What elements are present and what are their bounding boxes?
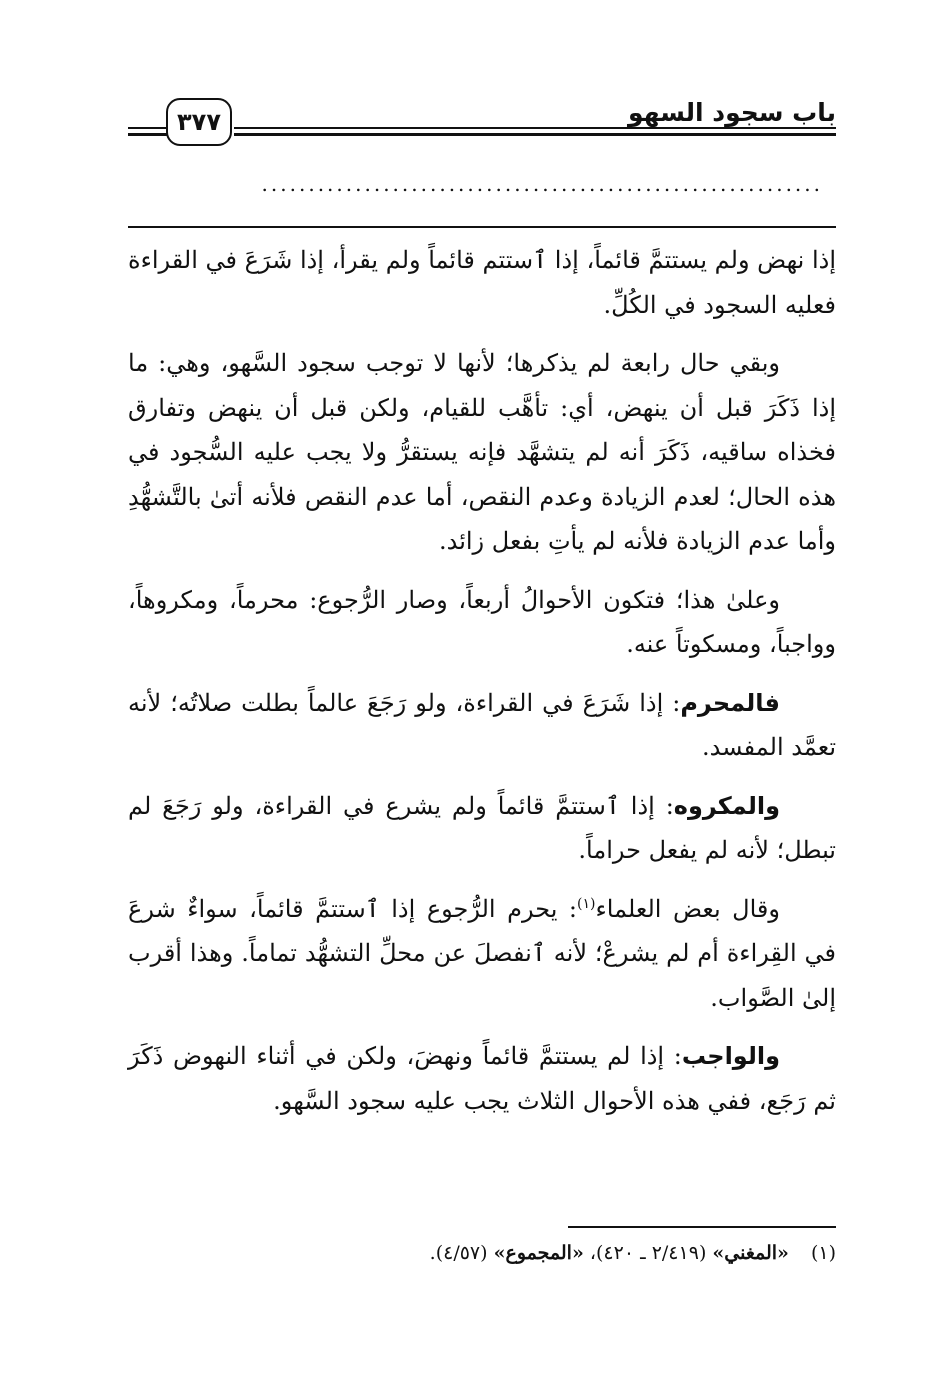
header-rule-left-thick [128, 133, 168, 136]
top-divider [128, 226, 836, 228]
page-number-frame [166, 98, 232, 146]
paragraph: والواجب: إذا لم يستتمَّ قائماً ونهضَ، ولكن في أثناء النهوض ذَكَرَ ثم رَجَع، ففي هذه الأحوال الثلاث يجب عليه سجود السَّهو. [128, 1042, 836, 1115]
dotted-separator: ............................................................ [261, 172, 823, 196]
page-header [128, 92, 836, 148]
term-label: فالمحرم [680, 688, 780, 717]
footnote-divider [568, 1226, 836, 1228]
header-rule-left [128, 127, 168, 129]
paragraph: والمكروه: إذا ٱستتمَّ قائماً ولم يشرع في القراءة، ولو رَجَعَ لم تبطل؛ لأنه لم يفعل حراماً. [128, 791, 836, 864]
term-label: والواجب [681, 1042, 780, 1070]
header-rule-thick [234, 133, 836, 136]
paragraph: إذا نهض ولم يستتمَّ قائماً، إذا ٱستتم قائماً ولم يقرأ، إذا شَرَعَ في القراءة فعليه السجود في الكُلِّ. [128, 246, 836, 319]
footnote: (١)«المغني» (٢/٤١٩ ـ ٤٢٠)، «المجموع» (٤/٥٧). [429, 1242, 836, 1264]
term-label: والمكروه [673, 791, 780, 820]
footnote-source: «المغني» [712, 1242, 789, 1264]
paragraph: وعلىٰ هذا؛ فتكون الأحوالُ أربعاً، وصار الرُّجوع: محرماً، ومكروهاً، وواجباً، ومسكوتاً عنه. [128, 585, 836, 658]
footnote-source: «المجموع» [493, 1242, 584, 1264]
footnote-number: (١) [810, 1242, 836, 1264]
paragraph: فالمحرم: إذا شَرَعَ في القراءة، ولو رَجَعَ عالماً بطلت صلاتُه؛ لأنه تعمَّد المفسد. [128, 688, 836, 761]
page-number: ٣٧٧ [177, 108, 221, 136]
paragraph: وقال بعض العلماء$^{(١)}$: يحرم الرُّجوع إذا ٱستتمَّ قائماً، سواءٌ شرعَ في القِراءة أم لم يشرعْ؛ لأنه ٱنفصلَ عن محلِّ التشهُّد تماماً. وهذا أقرب إلىٰ الصَّواب. [128, 894, 836, 1012]
paragraph: وبقي حال رابعة لم يذكرها؛ لأنها لا توجب سجود السَّهو، وهي: ما إذا ذَكَرَ قبل أن ينهض، أي: تأهَّب للقيام، ولكن قبل أن ينهض وتفارق فخذاه ساقيه، ذَكَرَ أنه لم يتشهَّد فإنه يستقرُّ ولا يجب عليه السُّجود في هذه الحال؛ لعدم الزيادة وعدم النقص، أما عدم النقص فلأنه أتىٰ بالتَّشهُّدِ وأما عدم الزيادة فلأنه لم يأتِ بفعل زائد. [128, 349, 836, 555]
footnote-reference[interactable]: (١) [577, 895, 596, 912]
header-rule [234, 127, 836, 129]
main-text [128, 238, 836, 1137]
chapter-title: باب سجود السهو [628, 98, 836, 127]
